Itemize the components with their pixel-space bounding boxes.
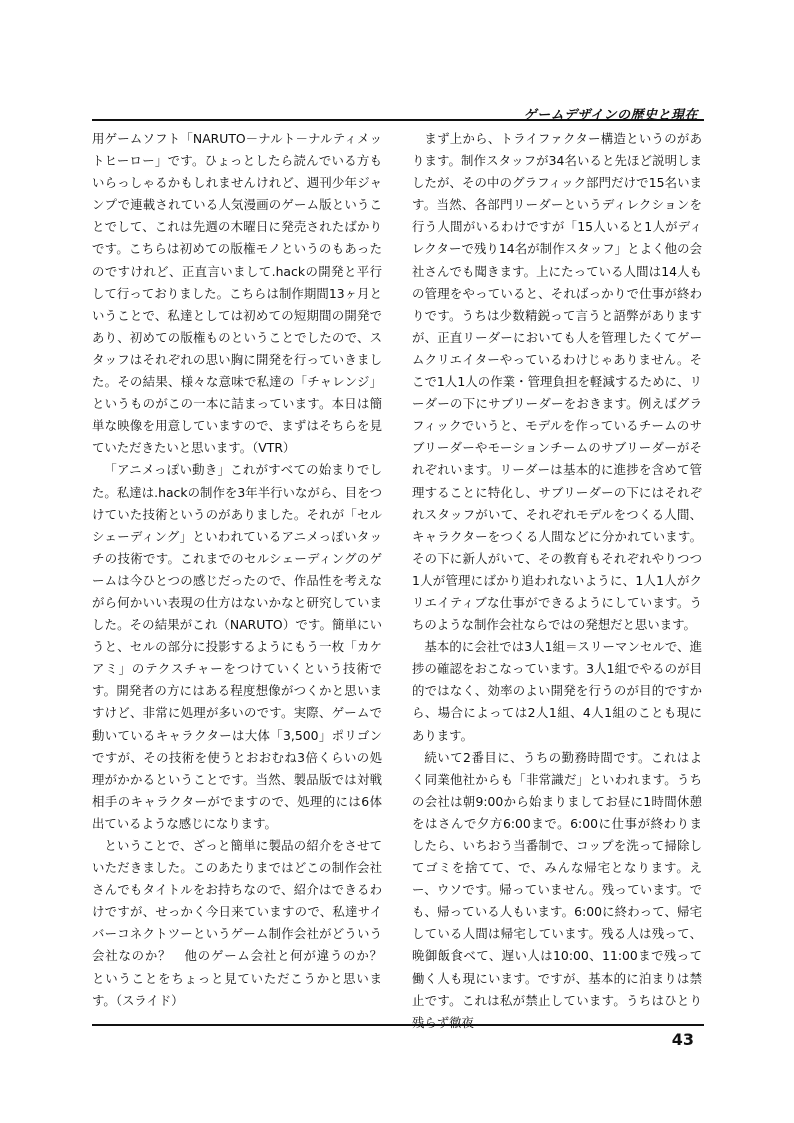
paragraph: ということで、ざっと簡単に製品の紹介をさせていただきました。このあたりまではどこの制作会社さんでもタイトルをお持ちなので、紹介はできるわけですが、せっかく今日来ていますので、私達サイバーコネクトツーというゲーム制作会社がどういう会社なのか？ 他のゲーム会社と何が違うのか？ ということをちょっと見ていただこうかと思います。（スライド） [92,838,395,1008]
paragraph: 「アニメっぽい動き」これがすべての始まりでした。私達は.hackの制作を3年半行いながら、目をつけていた技術というのがありました。それが「セルシェーディング」といわれているアニメっぽいタッチの技術です。これまでのセルシェーディングのゲームは今ひとつの感じだったので、作品性を考えながら何かいい表現の仕方はないかなと研究していました。その結果がこれ（NARUTO）です。簡単にいうと、セルの部分に投影するようにもう一枚「カケアミ」のテクスチャーをつけていくという技術です。開発者の方にはある程度想像がつくかと思いますけど、非常に処理が多いのです。実際、ゲームで動いているキャラクターは大体「3,500」ポリゴンですが、その技術を使うとおおむね3倍くらいの処理がかかるということです。当然、製品版では対戦相手のキャラクターがでますので、処理的には6体出ているような感じになります。 [92,462,382,831]
paragraph: 続いて2番目に、うちの勤務時間です。これはよく同業他社からも「非常識だ」といわれます。うちの会社は朝9:00から始まりましてお昼に1時間休憩をはさんで夕方6:00まで。6:00に仕事が終わりましたら、いちおう当番制で、コップを洗って掃除してゴミを捨てて、で、みんな帰宅となります。えー、ウソです。帰っていません。残っています。でも、帰っている人もいます。6:00に終わって、帰宅している人間は帰宅しています。残る人は残って、晩御飯食べて、遅い人は10:00、11:00まで残って働く人も現にいます。ですが、基本的に泊まりは禁止です。これは私が禁止しています。うちはひとり残らず徹夜 [412,749,702,1030]
paragraph: 用ゲームソフト「NARUTO－ナルト－ナルティメットヒーロー」です。ひょっとしたら読んでいる方もいらっしゃるかもしれませんけれど、週刊少年ジャンプで連載されている人気漫画のゲーム版ということでして、これは先週の木曜日に発売されたばかりです。こちらは初めての版権モノというのもあったのですけれど、正直言いまして.hackの開発と平行して行っておりました。こちらは制作期間13ヶ月ということで、私達としては初めての短期間の開発であり、初めての版権ものということでしたので、スタッフはそれぞれの思い胸に開発を行っていきました。その結果、様々な意味で私達の「チャレンジ」というものがこの一本に詰まっています。本日は簡単な映像を用意していますので、まずはそちらを見ていただきたいと思います。（VTR） [92,131,382,456]
header-title: ゲームデザインの歴史と現在 [523,108,698,123]
paragraph: 基本的に会社では3人1組＝スリーマンセルで、進捗の確認をおこなっています。3人1組でやるのが目的ではなく、効率のよい開発を行うのが目的ですから、場合によっては2人1組、4人1組のことも現にあります。 [412,639,702,743]
header-rule [92,119,704,121]
paragraph: まず上から、トライファクター構造というのがあります。制作スタッフが34名いると先ほど説明しましたが、その中のグラフィック部門だけで15名います。当然、各部門リーダーというディレクションを行う人間がいるわけですが「15人いると1人がディレクターで残り14名が制作スタッフ」とよく他の会社さんでも聞きます。上にたっている人間は14人もの管理をやっていると、そればっかりで仕事が終わりです。うちは少数精鋭って言うと語弊がありますが、正直リーダーにおいても人を管理したくてゲームクリエイターやっているわけじゃありません。そこで1人1人の作業・管理負担を軽減するために、リーダーの下にサブリーダーをおきます。例えばグラフィックでいうと、モデルを作っているチームのサブリーダーやモーションチームのサブリーダーがそれぞれいます。リーダーは基本的に進捗を含めて管理することに特化し、サブリーダーの下にはそれぞれスタッフがいて、それぞれモデルをつくる人間、キャラクターをつくる人間などに分かれています。その下に新人がいて、その教育もそれぞれやりつつ1人が管理にばかり追われないように、1人1人がクリエイティブな仕事ができるようにしています。うちのような制作会社ならではの発想だと思います。 [412,131,702,633]
page-number: 43 [671,1030,694,1049]
right-column [412,128,702,1034]
footer-rule [92,1024,704,1026]
left-column [92,128,395,1012]
